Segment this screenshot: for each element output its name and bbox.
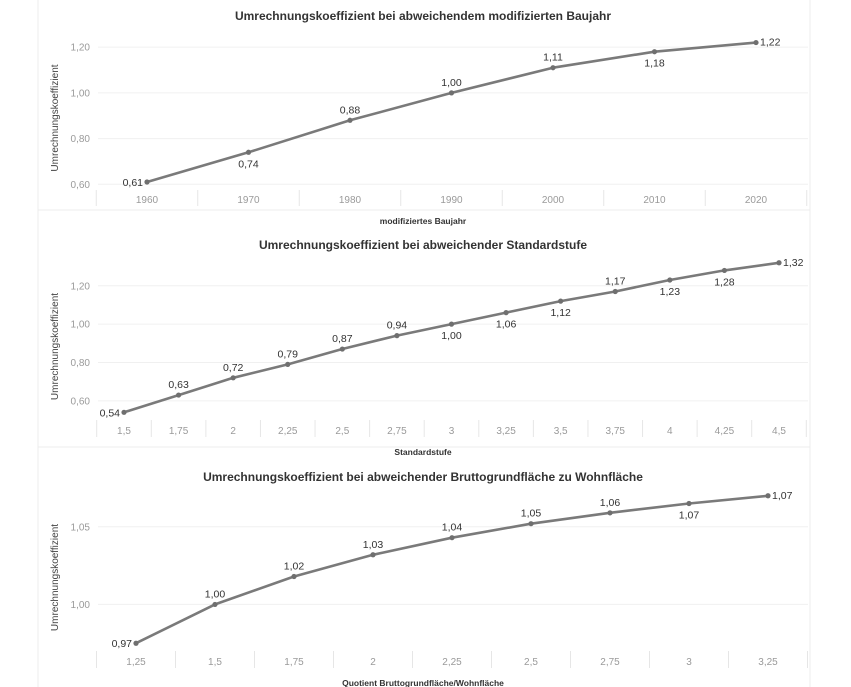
x-tick-label: 2 bbox=[230, 426, 236, 437]
data-label: 0,87 bbox=[332, 333, 353, 346]
data-point bbox=[528, 521, 533, 526]
chart-panel-3 bbox=[50, 470, 808, 687]
x-tick-label: 3,5 bbox=[553, 426, 568, 437]
chart-panel-2 bbox=[38, 238, 810, 457]
data-point bbox=[686, 501, 691, 506]
data-point bbox=[722, 268, 727, 273]
data-point bbox=[285, 362, 290, 367]
x-tick-label: 2,25 bbox=[442, 657, 462, 668]
data-point bbox=[347, 118, 352, 123]
x-tick-label: 4 bbox=[667, 426, 673, 437]
x-tick-label: 1980 bbox=[338, 195, 362, 206]
data-point bbox=[176, 392, 181, 397]
x-tick-label: 4,5 bbox=[772, 426, 786, 437]
y-tick-label: 1,00 bbox=[70, 88, 90, 100]
data-point bbox=[449, 322, 454, 327]
x-tick-label: 3 bbox=[448, 426, 455, 437]
x-tick-label: 2,5 bbox=[335, 426, 350, 437]
data-point bbox=[394, 333, 399, 338]
y-axis-title: Umrechnungskoeffizient bbox=[50, 292, 61, 401]
data-label: 1,23 bbox=[659, 286, 681, 299]
data-label: 0,97 bbox=[111, 638, 132, 651]
x-tick-label: 1,75 bbox=[284, 657, 304, 668]
x-tick-label: 2,75 bbox=[600, 657, 620, 668]
data-label: 1,11 bbox=[543, 51, 563, 64]
series-line bbox=[136, 496, 768, 643]
data-point bbox=[558, 299, 563, 304]
x-tick-label: 4,25 bbox=[714, 426, 735, 437]
data-label: 1,05 bbox=[520, 507, 542, 520]
x-tick-label: 2,5 bbox=[524, 657, 538, 668]
x-tick-label: 1,25 bbox=[126, 657, 146, 668]
data-label: 1,18 bbox=[644, 57, 665, 70]
y-tick-label: 0,60 bbox=[70, 396, 90, 408]
data-point bbox=[291, 574, 296, 579]
data-point bbox=[133, 641, 138, 646]
data-point bbox=[246, 150, 251, 155]
y-tick-label: 1,00 bbox=[70, 599, 90, 611]
data-label: 1,22 bbox=[760, 36, 781, 49]
y-tick-label: 0,60 bbox=[70, 179, 90, 191]
data-point bbox=[753, 40, 758, 45]
x-tick-label: 1970 bbox=[237, 195, 260, 206]
data-point bbox=[231, 375, 236, 380]
data-label: 1,03 bbox=[362, 538, 384, 551]
y-axis-title: Umrechnungskoeffizient bbox=[50, 523, 61, 632]
data-label: 0,54 bbox=[99, 407, 120, 420]
x-axis-title: Quotient Bruttogrundfläche/Wohnfläche bbox=[342, 678, 504, 687]
data-label: 1,07 bbox=[678, 509, 700, 522]
data-point bbox=[449, 90, 454, 95]
data-label: 1,32 bbox=[783, 256, 804, 269]
data-point bbox=[503, 310, 508, 315]
y-tick-label: 0,80 bbox=[70, 134, 90, 146]
x-tick-label: 1,75 bbox=[168, 426, 189, 437]
data-point bbox=[667, 277, 672, 282]
data-point bbox=[370, 552, 375, 557]
data-label: 0,74 bbox=[238, 158, 259, 171]
y-axis-title: Umrechnungskoeffizient bbox=[50, 64, 61, 172]
x-tick-label: 1,5 bbox=[117, 426, 131, 437]
x-axis-title: Standardstufe bbox=[394, 447, 452, 457]
data-point bbox=[776, 260, 781, 265]
data-label: 0,61 bbox=[122, 177, 143, 189]
x-tick-label: 1,5 bbox=[208, 657, 222, 668]
data-point bbox=[607, 510, 612, 515]
data-label: 1,06 bbox=[495, 318, 517, 331]
data-point bbox=[340, 346, 345, 351]
data-point bbox=[652, 49, 657, 54]
x-tick-label: 3 bbox=[686, 657, 692, 668]
data-label: 1,12 bbox=[550, 307, 571, 320]
data-point bbox=[613, 289, 618, 294]
data-point bbox=[765, 493, 770, 498]
x-axis-title: modifiziertes Baujahr bbox=[379, 216, 467, 226]
x-tick-label: 2000 bbox=[541, 195, 565, 206]
x-tick-label: 2 bbox=[370, 657, 376, 668]
data-point bbox=[449, 535, 454, 540]
y-tick-label: 1,20 bbox=[70, 281, 90, 293]
data-point bbox=[212, 602, 217, 607]
x-tick-label: 2020 bbox=[744, 195, 768, 206]
data-label: 1,04 bbox=[441, 521, 463, 534]
data-label: 1,28 bbox=[714, 276, 735, 289]
y-tick-label: 1,05 bbox=[70, 522, 90, 534]
data-point bbox=[144, 179, 149, 184]
x-tick-label: 3,75 bbox=[605, 426, 625, 437]
x-tick-label: 1990 bbox=[440, 195, 463, 206]
x-tick-label: 2010 bbox=[643, 195, 666, 206]
data-label: 1,00 bbox=[441, 76, 462, 89]
chart-title: Umrechnungskoeffizient bei abweichender Bruttogrundfläche zu Wohnfläche bbox=[203, 470, 643, 484]
data-point bbox=[550, 65, 555, 70]
data-label: 1,00 bbox=[441, 330, 462, 343]
x-tick-label: 3,25 bbox=[496, 426, 516, 437]
data-label: 1,06 bbox=[599, 496, 621, 509]
data-label: 0,88 bbox=[339, 104, 361, 117]
x-tick-label: 2,25 bbox=[278, 426, 298, 437]
data-label: 0,94 bbox=[386, 319, 408, 332]
chart-title: Umrechnungskoeffizient bei abweichendem modifizierten Baujahr bbox=[234, 9, 612, 23]
y-tick-label: 1,20 bbox=[70, 42, 90, 54]
data-label: 1,17 bbox=[605, 275, 626, 288]
data-label: 1,02 bbox=[283, 560, 305, 573]
x-tick-label: 3,25 bbox=[758, 657, 778, 668]
data-label: 0,72 bbox=[222, 361, 244, 374]
y-tick-label: 0,80 bbox=[70, 357, 90, 369]
y-tick-label: 1,00 bbox=[70, 319, 90, 331]
data-label: 0,79 bbox=[277, 348, 298, 361]
chart-panel-1 bbox=[38, 9, 810, 226]
x-tick-label: 1960 bbox=[135, 195, 159, 206]
data-label: 1,07 bbox=[772, 489, 793, 502]
data-label: 0,63 bbox=[168, 379, 189, 392]
x-tick-label: 2,75 bbox=[387, 426, 407, 437]
data-label: 1,00 bbox=[204, 588, 226, 601]
chart-title: Umrechnungskoeffizient bei abweichender Standardstufe bbox=[258, 238, 588, 252]
data-point bbox=[121, 410, 126, 415]
